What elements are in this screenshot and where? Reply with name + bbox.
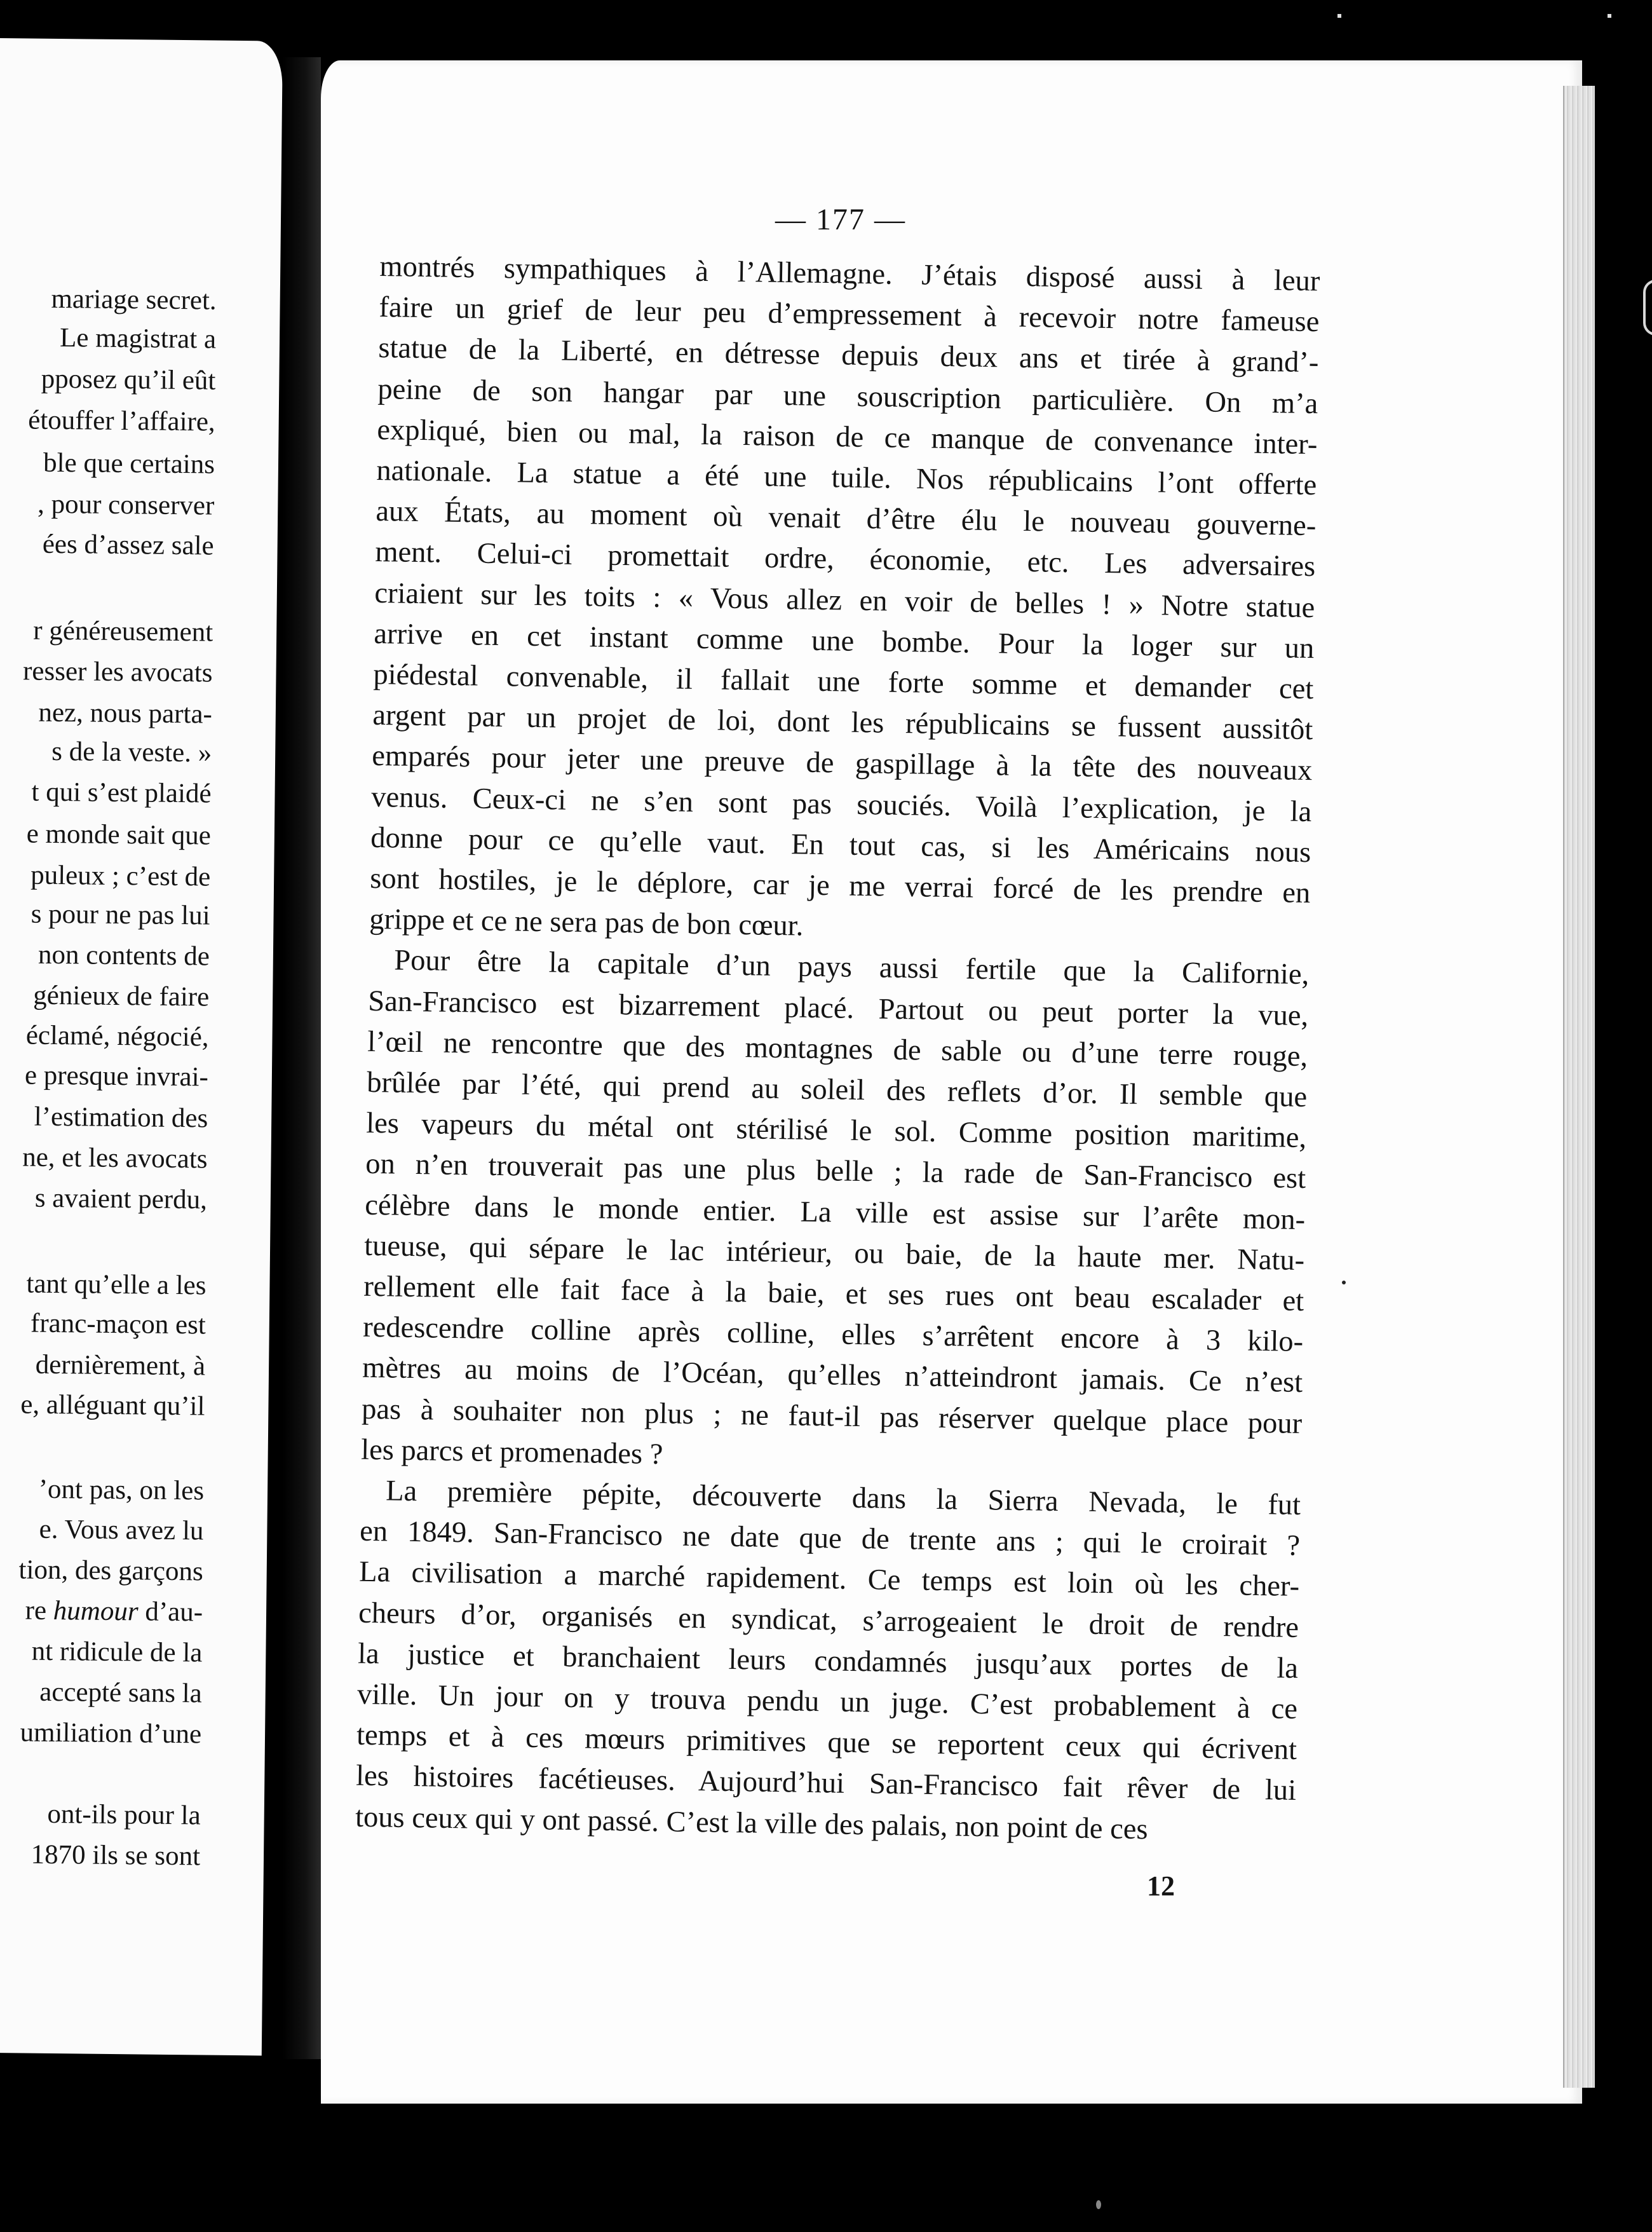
left-page-line: tion, des garçons bbox=[18, 1555, 203, 1587]
left-page-line: accepté sans la bbox=[39, 1677, 202, 1709]
text-line: grippe et ce ne sera pas de bon cœur. bbox=[369, 903, 804, 942]
text-line: la justice et branchaient leurs condamnés jusqu’aux portes de la bbox=[357, 1637, 1299, 1685]
left-page-line: umiliation d’une bbox=[20, 1717, 202, 1750]
left-page-line: e monde sait que bbox=[26, 819, 212, 851]
text-line: redescendre colline après colline, elles s’arrêtent encore à 3 kilo- bbox=[362, 1310, 1304, 1359]
left-page-line-italic: humour bbox=[53, 1596, 139, 1627]
text-line: donne pour ce qu’elle vaut. En tout cas, si les Américains nous bbox=[370, 821, 1311, 869]
text-line: criaient sur les toits : « Vous allez en voir de belles ! » Notre statue bbox=[374, 576, 1315, 624]
text-line: rellement elle fait face à la baie, et ses rues ont beau escalader et bbox=[363, 1270, 1304, 1318]
left-page-line: e, alléguant qu’il bbox=[20, 1389, 205, 1422]
left-page-line: s avaient perdu, bbox=[34, 1183, 208, 1215]
text-line: argent par un projet de loi, dont les républicains se fussent aussitôt bbox=[372, 699, 1313, 747]
left-page-line: éclamé, négocié, bbox=[25, 1020, 209, 1052]
left-page-line: étouffer l’affaire, bbox=[28, 405, 215, 437]
text-line: emparés pour jeter une preuve de gaspillage à la tête des nouveaux bbox=[372, 740, 1313, 787]
page-number: — 177 — bbox=[775, 203, 906, 236]
left-page-line: s pour ne pas lui bbox=[30, 899, 210, 931]
left-page-line-text: d’au- bbox=[138, 1596, 203, 1628]
left-page-text bbox=[0, 38, 219, 1872]
text-line: La civilisation a marché rapidement. Ce temps est loin où les cher- bbox=[358, 1556, 1300, 1603]
text-line: mètres au moins de l’Océan, qu’elles n’atteindront jamais. Ce n’est bbox=[362, 1352, 1303, 1399]
text-line: faire un grief de leur peu d’empressement à recevoir notre fameuse bbox=[379, 291, 1320, 339]
left-page-line: ont-ils pour la bbox=[47, 1799, 201, 1831]
text-line: temps et à ces mœurs primitives que se reportent ceux qui écrivent bbox=[356, 1718, 1297, 1767]
text-line: aux États, au moment où venait d’être élu le nouveau gouverne- bbox=[376, 495, 1317, 543]
text-line: les histoires facétieuses. Aujourd’hui San-Francisco fait rêver de lui bbox=[355, 1760, 1297, 1807]
left-page-line: l’estimation des bbox=[34, 1101, 208, 1134]
text-line: en 1849. San-Francisco ne date que de trente ans ; qui le croirait ? bbox=[359, 1514, 1301, 1563]
page-edges bbox=[1563, 86, 1595, 2088]
text-line: statue de la Liberté, en détresse depuis deux ans et tirée à grand’- bbox=[378, 332, 1319, 379]
left-page-line: ne, et les avocats bbox=[22, 1142, 208, 1174]
left-page-line bbox=[25, 1593, 203, 1631]
left-page-line: dernièrement, à bbox=[35, 1349, 206, 1382]
scan-speck bbox=[1337, 14, 1341, 18]
left-page-line: non contents de bbox=[37, 939, 210, 972]
left-page-line: franc-maçon est bbox=[30, 1308, 207, 1340]
left-page-line bbox=[213, 568, 214, 604]
text-line: tous ceux qui y ont passé. C’est la ville des palais, non point de ces bbox=[355, 1800, 1148, 1846]
left-page-line: ées d’assez sale bbox=[42, 529, 214, 561]
left-page-line: , pour conserver bbox=[37, 489, 215, 521]
left-page-line: puleux ; c’est de bbox=[30, 860, 211, 892]
text-line: pas à souhaiter non plus ; ne faut-il pas réserver quelque place pour bbox=[361, 1392, 1303, 1440]
left-page-line-text: re bbox=[25, 1595, 54, 1626]
left-page-line: génieux de faire bbox=[33, 980, 210, 1012]
text-line: peine de son hangar par une souscription particulière. On m’a bbox=[377, 372, 1318, 420]
text-line: San-Francisco est bizarrement placé. Partout ou peut porter la vue, bbox=[367, 984, 1309, 1032]
left-page-line: pposez qu’il eût bbox=[41, 364, 216, 396]
text-line: arrive en cet instant comme une bombe. Pour la loger sur un bbox=[374, 617, 1315, 665]
text-line: brûlée par l’été, qui prend au soleil des reflets d’or. Il semble que bbox=[366, 1066, 1308, 1114]
edge-mark bbox=[1643, 280, 1652, 336]
left-page-line: t qui s’est plaidé bbox=[31, 777, 212, 809]
text-line: sont hostiles, je le déplore, car je me verrai forcé de les prendre en bbox=[369, 862, 1311, 910]
text-line: célèbre dans le monde entier. La ville est assise sur l’arête mon- bbox=[364, 1188, 1306, 1236]
left-page-line: nez, nous parta- bbox=[38, 697, 213, 730]
left-page-line: nt ridicule de la bbox=[31, 1636, 203, 1668]
text-line: tueuse, qui sépare le lac intérieur, ou baie, de la haute mer. Natu- bbox=[363, 1229, 1305, 1277]
signature-mark: 12 bbox=[1147, 1870, 1175, 1902]
text-line: l’œil ne rencontre que des montagnes de sable ou d’une terre rouge, bbox=[367, 1025, 1308, 1073]
left-page-fragment bbox=[0, 38, 283, 2055]
text-line: venus. Ceux-ci ne s’en sont pas souciés. Voilà l’explication, je la bbox=[370, 780, 1312, 828]
left-page-line bbox=[204, 1431, 205, 1466]
text-line: expliqué, bien ou mal, la raison de ce manque de convenance inter- bbox=[377, 413, 1318, 461]
left-page-line: r généreusement bbox=[33, 615, 213, 648]
left-page-line: mariage secret. bbox=[51, 283, 217, 316]
left-page-line: ble que certains bbox=[43, 447, 215, 480]
text-line: montrés sympathiques à l’Allemagne. J’étais disposé aussi à leur bbox=[379, 250, 1320, 298]
left-page-line: 1870 ils se sont bbox=[30, 1839, 201, 1872]
book-gutter bbox=[283, 57, 321, 2059]
text-line: nationale. La statue a été une tuile. Nos républicains l’ont offerte bbox=[376, 454, 1317, 502]
text-line: cheurs d’or, organisés en syndicat, s’arrogeaient le droit de rendre bbox=[358, 1596, 1299, 1644]
left-page-line: resser les avocats bbox=[22, 656, 213, 688]
text-line: ville. Un jour on y trouva pendu un juge. C’est probablement à ce bbox=[356, 1678, 1298, 1725]
text-line: les parcs et promenades ? bbox=[360, 1433, 663, 1471]
text-line: ment. Celui-ci promettait ordre, économie, etc. Les adversaires bbox=[375, 536, 1316, 583]
left-page-line: tant qu’elle a les bbox=[26, 1269, 207, 1301]
left-page-line: ’ont pas, on les bbox=[38, 1474, 205, 1506]
left-page-line: e presque invrai- bbox=[24, 1060, 209, 1092]
text-line: piédestal convenable, il fallait une forte somme et demander cet bbox=[373, 658, 1314, 706]
scan-speck bbox=[1096, 2200, 1101, 2209]
text-line: Pour être la capitale d’un pays aussi fertile que la Californie, bbox=[393, 944, 1310, 991]
text-line: on n’en trouverait pas une plus belle ; la rade de San-Francisco est bbox=[365, 1148, 1306, 1195]
left-page-line: s de la veste. » bbox=[51, 736, 212, 768]
scan-speck bbox=[1342, 1281, 1346, 1284]
left-page-line: Le magistrat a bbox=[59, 323, 217, 355]
text-line: La première pépite, découverte dans la Sierra Nevada, le fut bbox=[385, 1474, 1301, 1522]
scan-speck bbox=[1608, 14, 1611, 18]
left-page-line: e. Vous avez lu bbox=[39, 1514, 204, 1546]
text-line: les vapeurs du métal ont stérilisé le sol. Comme position maritime, bbox=[365, 1107, 1307, 1155]
